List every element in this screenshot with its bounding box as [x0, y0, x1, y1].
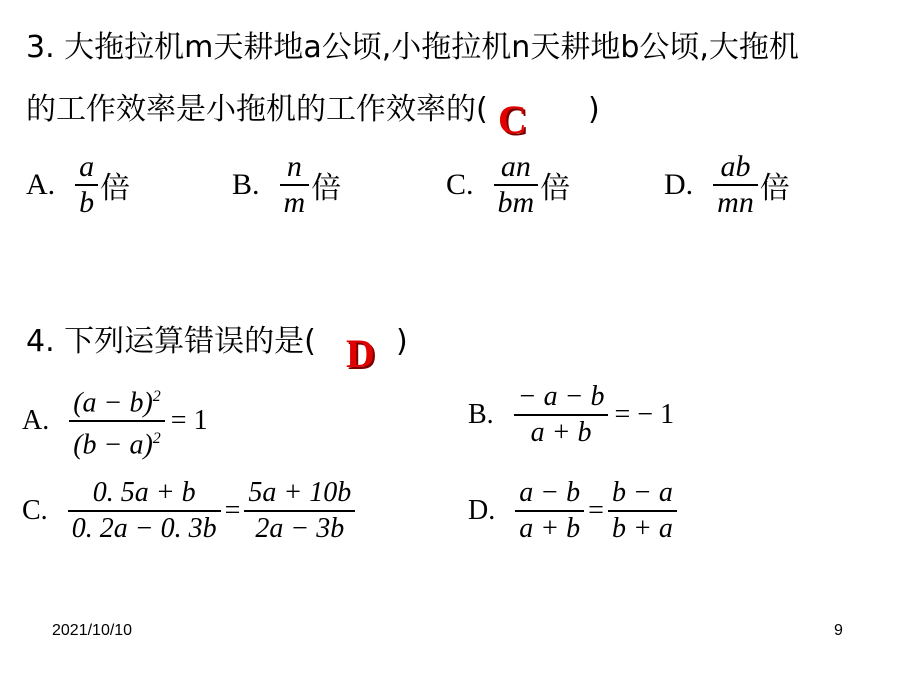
fraction [75, 150, 98, 220]
numerator-exponent: 2 [152, 388, 161, 405]
fraction [515, 476, 584, 546]
numerator: n [286, 150, 302, 183]
option-label: C. [446, 168, 474, 201]
fraction [514, 380, 609, 450]
q3-option-a [26, 150, 130, 220]
q3-option-d [664, 150, 790, 220]
numerator: 5a + 10b [248, 477, 352, 508]
fraction-rhs [608, 476, 677, 546]
q3-line1: 3. 大拖拉机m天耕地a公顷,小拖拉机n天耕地b公顷,大拖机 [26, 30, 799, 65]
denominator: bm [497, 186, 535, 219]
q3-option-b [232, 150, 341, 220]
fraction [280, 150, 310, 220]
q4-option-a [22, 380, 208, 463]
option-label: D. [664, 168, 694, 201]
page-number: 9 [834, 622, 843, 639]
numerator: a − b [519, 477, 581, 508]
q3-option-c [446, 150, 570, 220]
denominator: m [283, 186, 306, 219]
numerator: − a − b [517, 381, 605, 412]
equals-sign: = [588, 495, 604, 526]
option-label: B. [232, 168, 260, 201]
q3-answer: C [498, 97, 527, 142]
option-label: B. [468, 399, 494, 430]
rhs: = 1 [170, 405, 208, 437]
option-suffix: 倍 [759, 171, 790, 206]
numerator: 0. 5a + b [92, 477, 196, 508]
denominator-base: (b − a) [73, 429, 153, 461]
option-label: C. [22, 495, 48, 526]
q3-close-paren: ) [588, 92, 600, 127]
rhs: = − 1 [614, 399, 675, 430]
option-suffix: 倍 [540, 171, 571, 206]
option-suffix: 倍 [100, 171, 131, 206]
fraction [494, 150, 539, 220]
q4-answer: D [346, 331, 375, 376]
denominator: 2a − 3b [255, 513, 345, 544]
denominator: a + b [519, 513, 581, 544]
option-label: A. [22, 405, 50, 437]
denominator: 0. 2a − 0. 3b [71, 513, 217, 544]
denominator: b + a [611, 513, 673, 544]
q3-line2: 的工作效率是小拖机的工作效率的( [26, 92, 488, 127]
fraction [68, 476, 221, 546]
denominator: mn [717, 186, 754, 219]
numerator [69, 380, 165, 420]
denominator-exponent: 2 [152, 430, 161, 448]
footer-date: 2021/10/10 [52, 622, 133, 639]
numerator: a [79, 150, 95, 183]
fraction [69, 380, 165, 463]
option-label: D. [468, 495, 496, 526]
q4-option-b [468, 380, 674, 450]
fraction-rhs [244, 476, 355, 546]
fraction [713, 150, 758, 220]
numerator: b − a [611, 477, 673, 508]
denominator: a + b [530, 417, 592, 448]
option-suffix: 倍 [311, 171, 342, 206]
q4-option-d [468, 476, 679, 546]
equals-sign: = [224, 495, 241, 526]
numerator-base: (a − b) [73, 387, 153, 419]
q4-stem: 4. 下列运算错误的是( [26, 324, 316, 359]
q4-option-c [22, 476, 357, 546]
denominator: b [79, 186, 95, 219]
option-label: A. [26, 168, 56, 201]
denominator [69, 422, 165, 462]
numerator: an [500, 150, 531, 183]
q4-close-paren: ) [396, 324, 408, 359]
numerator: ab [720, 150, 751, 183]
